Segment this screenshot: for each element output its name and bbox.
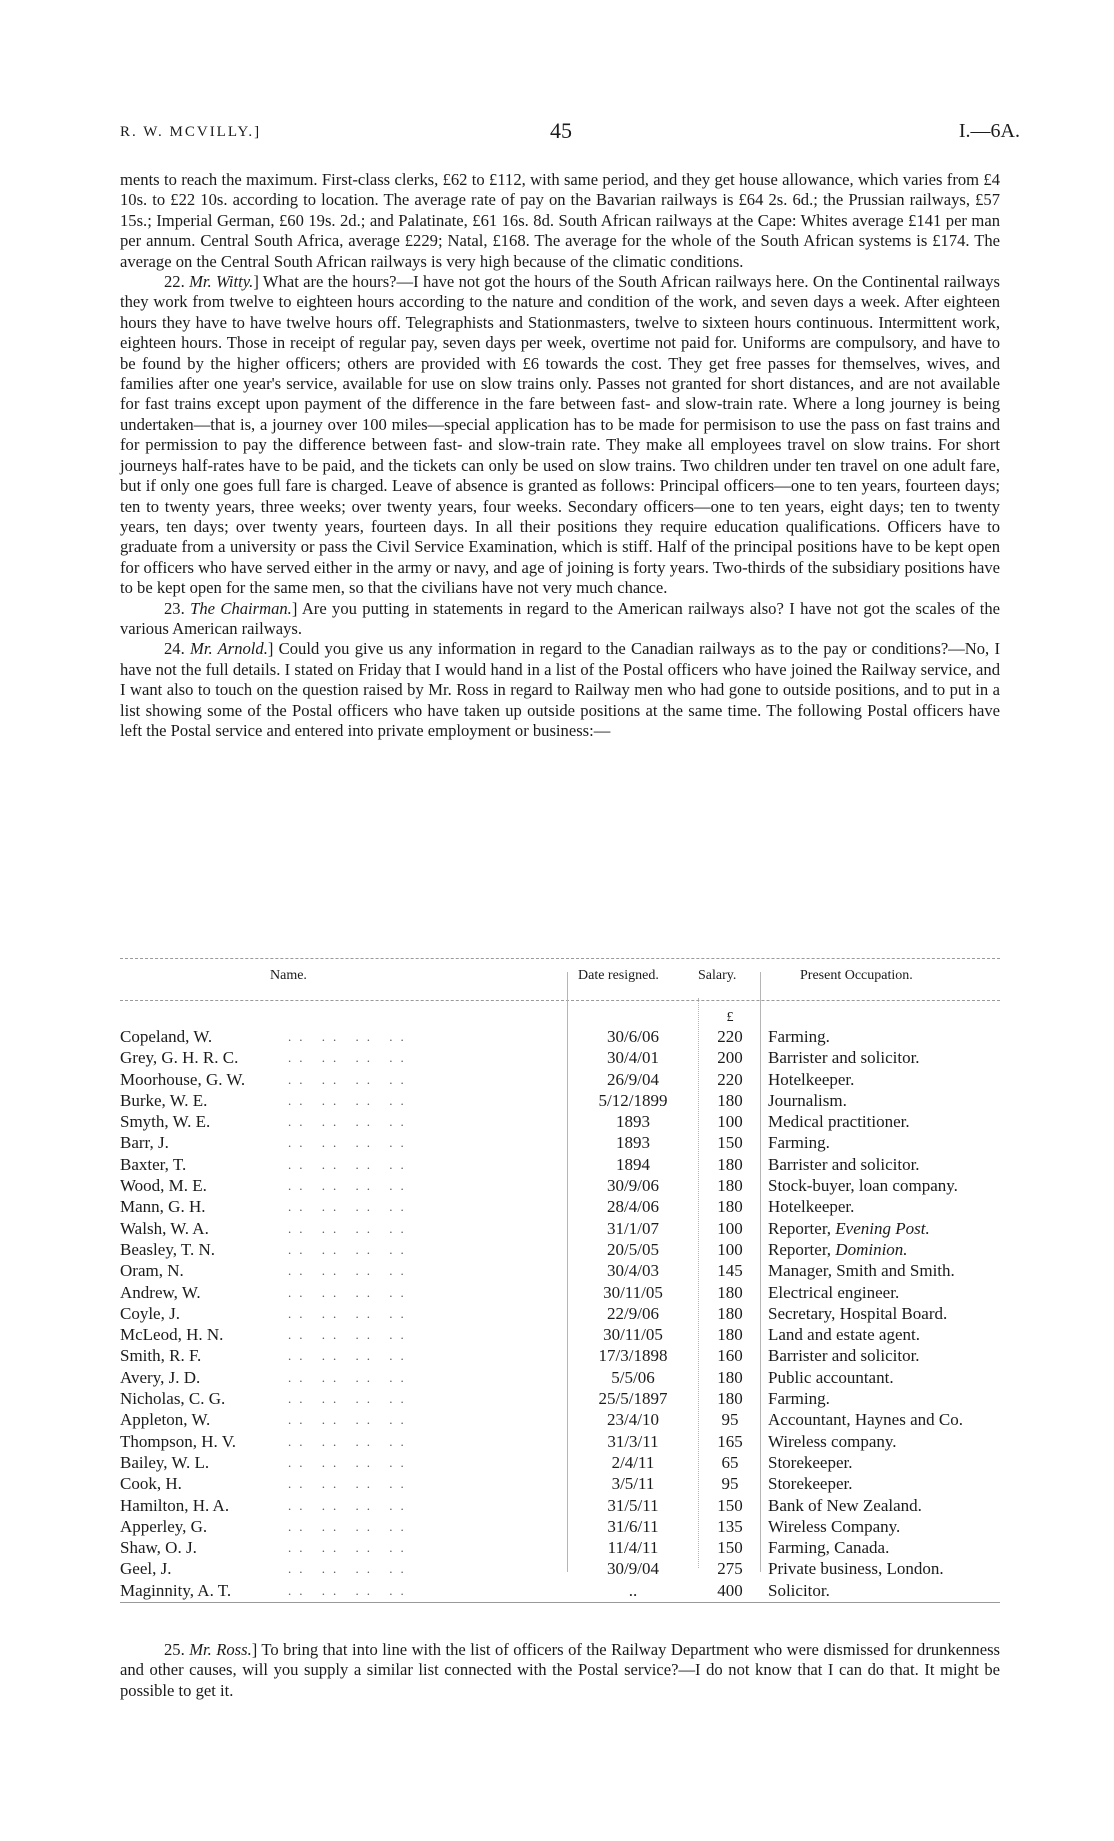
leader-dots: .. .. .. .. [288,1518,412,1534]
officer-name: Wood, M. E. [120,1176,207,1196]
officer-name: Moorhouse, G. W. [120,1069,246,1089]
leader-dots: .. .. .. .. [288,1284,412,1300]
salary: 220 [717,1027,743,1046]
leader-dots: .. .. .. .. [288,1454,412,1470]
table-row [120,1090,1000,1111]
leader-dots: .. .. .. .. [288,1497,412,1513]
paragraph-23: 23. The Chairman.] Are you putting in statements in regard to the American railways also? I have not got the scales of the various American railways. [120,598,1000,638]
table-row [120,1069,1000,1090]
leader-dots: .. .. .. .. [288,1241,412,1257]
leader-dots: .. .. .. .. [288,1561,412,1577]
date-resigned: 30/4/03 [568,1260,698,1281]
date-resigned: 26/9/04 [568,1069,698,1090]
table-row [120,1388,1000,1409]
leader-dots: .. .. .. .. [288,1029,412,1044]
speaker: Mr. Ross. [189,1640,252,1659]
salary: 180 [717,1325,743,1345]
salary: 400 [717,1580,743,1600]
salary: 165 [717,1431,743,1451]
date-resigned: 28/4/06 [568,1196,698,1217]
salary: 150 [717,1538,743,1558]
leader-dots: .. .. .. .. [288,1050,412,1066]
date-resigned: .. [568,1580,698,1601]
table-row [120,1367,1000,1388]
present-occupation: Public accountant. [768,1367,894,1387]
present-occupation: Barrister and solicitor. [768,1346,920,1366]
date-resigned: 3/5/11 [568,1473,698,1494]
table-row [120,1175,1000,1196]
salary: 200 [717,1048,743,1068]
officer-name: Beasley, T. N. [120,1239,216,1259]
speaker: Mr. Arnold. [190,639,268,659]
officer-name: Hamilton, H. A. [120,1495,230,1515]
officer-name: Oram, N. [120,1261,184,1281]
header-present-occupation: Present Occupation. [800,968,913,983]
table-bottom-rule [120,1602,1000,1603]
date-resigned: 1894 [568,1154,698,1175]
leader-dots: .. .. .. .. [288,1369,412,1385]
date-resigned: 1893 [568,1111,698,1132]
present-occupation: Journalism. [768,1090,847,1110]
leader-dots: .. .. .. .. [288,1540,412,1556]
date-resigned: 30/9/04 [568,1558,698,1579]
leader-dots: .. .. .. .. [288,1582,412,1598]
leader-dots: .. .. .. .. [288,1412,412,1428]
paper-reference: I.—6A. [958,120,1020,142]
officer-name: Barr, J. [120,1133,169,1153]
present-occupation: Hotelkeeper. [768,1197,855,1217]
table-row [120,1218,1000,1239]
table-row [120,1047,1000,1068]
officer-name: Appleton, W. [120,1410,211,1430]
present-occupation: Wireless company. [768,1431,897,1451]
speaker: Mr. Witty. [189,272,254,292]
leader-dots: .. .. .. .. [288,1071,412,1087]
table-body [120,1026,1000,1601]
date-resigned: 30/6/06 [568,1026,698,1047]
table-row [120,1495,1000,1516]
date-resigned: 5/5/06 [568,1367,698,1388]
present-occupation: Secretary, Hospital Board. [768,1303,948,1323]
date-resigned: 5/12/1899 [568,1090,698,1111]
officer-name: McLeod, H. N. [120,1325,224,1345]
body-text [120,170,1000,741]
salary: 160 [717,1346,743,1366]
paragraph-22: 22. Mr. Witty.] What are the hours?—I have not got the hours of the South African railways here. On the Continental railways they work from twelve to eighteen hours according to the nature and condition of the work, and seven days a week. After eighteen hours they have to have twelve hours off. Telegraphists and Stationmasters, twelve to sixteen hours continuous. Intermittent work, eighteen hours. Those in receipt of regular pay, seven days per week, overtime not paid for. Uniforms are compulsory, and have to be found by the higher officers; others are provided with £6 towards the cost. They get free passes for themselves, wives, and families after one year's service, available for use on slow trains only. Passes not granted for short distances, and are not available for fast trains except upon payment of the difference in the fare between fast- and slow-train rate. Where a long journey is being undertaken—that is, a journey over 100 miles—special application has to be made for permisison to use the pass on fast trains and for permission to pay the difference between fast- and slow-train rate. They make all employees travel on slow trains. For short journeys half-rates have to be paid, and the tickets can only be used on slow trains. Two children under ten travel on one adult fare, but if only one goes full fare is charged. Leave of absence is granted as follows: Principal officers—one to ten years, fourteen days; ten to twenty years, three weeks; over twenty years, four weeks. Secondary officers—one to ten years, eight days; ten to twenty years, ten days; over twenty years, fourteen days. In all their positions they require education qualifications. Officers have to graduate from a university or pass the Civil Service Examination, which is stiff. Half of the principal positions have to be kept open for officers who have served either in the army or navy, and age of joining is forty years. Two-thirds of the subsidiary positions have to be kept open for the same men, so that the civilians have not very much chance. [120,272,1001,598]
officer-name: Walsh, W. A. [120,1218,209,1238]
paragraph-24: 24. Mr. Arnold.] Could you give us any information in regard to the Canadian railways as to the pay or conditions?—No, I have not the full details. I stated on Friday that I would hand in a list of the Postal officers who have joined the Railway service, and I want also to touch on the question raised by Mr. Ross in regard to Railway men who had gone to outside positions, and to put in a list showing some of the Postal officers who have taken up outside positions at the same time. The following Postal officers have left the Postal service and entered into private employment or business:— [120,639,1001,740]
present-occupation: Private business, London. [768,1559,944,1579]
leader-dots: .. .. .. .. [288,1327,412,1343]
salary: 145 [717,1261,743,1281]
officer-name: Baxter, T. [120,1154,187,1174]
date-resigned: 22/9/06 [568,1303,698,1324]
present-occupation: Medical practitioner. [768,1112,910,1132]
present-occupation: Storekeeper. [768,1452,853,1472]
table-row [120,1516,1000,1537]
leader-dots: .. .. .. .. [288,1156,412,1172]
table-top-rule [120,958,1000,959]
date-resigned: 23/4/10 [568,1409,698,1430]
present-occupation: Accountant, Haynes and Co. [768,1410,963,1430]
table-row [120,1132,1000,1153]
table-row [120,1111,1000,1132]
present-occupation: Wireless Company. [768,1516,901,1536]
salary: 180 [717,1197,743,1217]
officer-name: Cook, H. [120,1474,182,1494]
table-row [120,1324,1000,1345]
salary: 100 [717,1112,743,1132]
officer-name: Avery, J. D. [120,1367,201,1387]
table-header-rule [120,1000,1000,1001]
table-row [120,1431,1000,1452]
present-occupation: Reporter, Evening Post. [768,1218,930,1238]
table-row [120,1473,1000,1494]
table-row [120,1239,1000,1260]
present-occupation: Reporter, Dominion. [768,1239,908,1259]
date-resigned: 20/5/05 [568,1239,698,1260]
salary: 150 [717,1495,743,1515]
officer-name: Grey, G. H. R. C. [120,1048,239,1068]
salary: 275 [717,1559,743,1579]
date-resigned: 30/9/06 [568,1175,698,1196]
leader-dots: .. .. .. .. [288,1114,412,1130]
present-occupation: Barrister and solicitor. [768,1048,920,1068]
table-row [120,1452,1000,1473]
officer-name: Apperley, G. [120,1516,208,1536]
date-resigned: 30/4/01 [568,1047,698,1068]
officer-name: Shaw, O. J. [120,1538,197,1558]
present-occupation: Electrical engineer. [768,1282,900,1302]
leader-dots: .. .. .. .. [288,1391,412,1407]
leader-dots: .. .. .. .. [288,1199,412,1215]
table-row [120,1537,1000,1558]
salary: 150 [717,1133,743,1153]
leader-dots: .. .. .. .. [288,1305,412,1321]
table-row [120,1580,1000,1601]
salary: 180 [717,1282,743,1302]
table-row [120,1026,1000,1047]
salary: 135 [717,1516,743,1536]
present-occupation: Manager, Smith and Smith. [768,1261,955,1281]
date-resigned: 11/4/11 [568,1537,698,1558]
officer-name: Burke, W. E. [120,1090,208,1110]
table-row [120,1558,1000,1579]
date-resigned: 17/3/1898 [568,1345,698,1366]
salary: 100 [717,1239,743,1259]
date-resigned: 25/5/1897 [568,1388,698,1409]
header-salary: Salary. [698,968,737,983]
salary: 180 [717,1154,743,1174]
salary: 180 [717,1176,743,1196]
leader-dots: .. .. .. .. [288,1263,412,1279]
salary: 100 [717,1218,743,1238]
table-row [120,1282,1000,1303]
salary: 95 [721,1410,739,1430]
table-header [120,962,1000,992]
officer-name: Geel, J. [120,1559,172,1579]
present-occupation: Barrister and solicitor. [768,1154,920,1174]
officer-name: Smyth, W. E. [120,1112,211,1132]
salary: 180 [717,1090,743,1110]
speaker: The Chairman. [190,598,292,618]
date-resigned: 30/11/05 [568,1324,698,1345]
header-name: Name. [270,968,307,983]
leader-dots: .. .. .. .. [288,1178,412,1194]
salary: 180 [717,1389,743,1409]
paragraph-21-continued: ments to reach the maximum. First-class clerks, £62 to £112, with same period, and they get house allowance, which varies from £4 10s. to £22 10s. according to location. The average rate of pay on the Bavarian railways is £64 2s. 6d.; the Prussian railways, £57 15s.; Imperial German, £60 19s. 2d.; and Palatinate, £61 16s. 8d. South African railways at the Cape: Whites average £141 per man per annum. Central South Africa, average £229; Natal, £168. The average for the whole of the South African systems is £174. The average on the Central South African railways is very high because of the climatic conditions. [120,170,1000,271]
officer-name: Andrew, W. [120,1282,201,1302]
officer-name: Thompson, H. V. [120,1431,237,1451]
salary: 95 [721,1474,739,1494]
table-row [120,1260,1000,1281]
present-occupation: Hotelkeeper. [768,1069,855,1089]
table-row [120,1303,1000,1324]
salary: 65 [721,1452,739,1472]
leader-dots: .. .. .. .. [288,1220,412,1236]
officer-name: Coyle, J. [120,1303,180,1323]
date-resigned: 31/3/11 [568,1431,698,1452]
leader-dots: .. .. .. .. [288,1348,412,1364]
leader-dots: .. .. .. .. [288,1092,412,1108]
present-occupation: Farming, Canada. [768,1538,890,1558]
officer-name: Smith, R. F. [120,1346,202,1366]
officer-name: Mann, G. H. [120,1197,206,1217]
present-occupation: Stock-buyer, loan company. [768,1176,958,1196]
date-resigned: 30/11/05 [568,1282,698,1303]
present-occupation: Solicitor. [768,1580,830,1600]
officer-name: Copeland, W. [120,1027,213,1046]
present-occupation: Land and estate agent. [768,1325,920,1345]
paragraph-25: 25. Mr. Ross.] To bring that into line with the list of officers of the Railway Department who were dismissed for drunkenness and other causes, will you supply a similar list connected with the Postal service?—I do not know that I can do that. It might be possible to get it. [120,1640,1000,1700]
officer-name: Maginnity, A. T. [120,1580,232,1600]
date-resigned: 2/4/11 [568,1452,698,1473]
present-occupation: Farming. [768,1133,830,1153]
page-number: 45 [550,118,572,143]
leader-dots: .. .. .. .. [288,1135,412,1151]
salary-unit: £ [726,1010,734,1025]
officer-name: Bailey, W. L. [120,1452,210,1472]
table-row [120,1345,1000,1366]
header-date-resigned: Date resigned. [578,968,659,983]
date-resigned: 31/1/07 [568,1218,698,1239]
table-row [120,1154,1000,1175]
salary: 180 [717,1303,743,1323]
present-occupation: Farming. [768,1389,830,1409]
present-occupation: Farming. [768,1027,830,1046]
table-row [120,1409,1000,1430]
date-resigned: 31/6/11 [568,1516,698,1537]
table-row [120,1196,1000,1217]
leader-dots: .. .. .. .. [288,1433,412,1449]
date-resigned: 31/5/11 [568,1495,698,1516]
page-header [120,118,1020,148]
salary: 180 [717,1367,743,1387]
date-resigned: 1893 [568,1132,698,1153]
header-witness: R. W. MCVILLY.] [120,124,262,140]
present-occupation: Bank of New Zealand. [768,1495,922,1515]
leader-dots: .. .. .. .. [288,1476,412,1492]
salary: 220 [717,1069,743,1089]
present-occupation: Storekeeper. [768,1474,853,1494]
officer-name: Nicholas, C. G. [120,1389,226,1409]
